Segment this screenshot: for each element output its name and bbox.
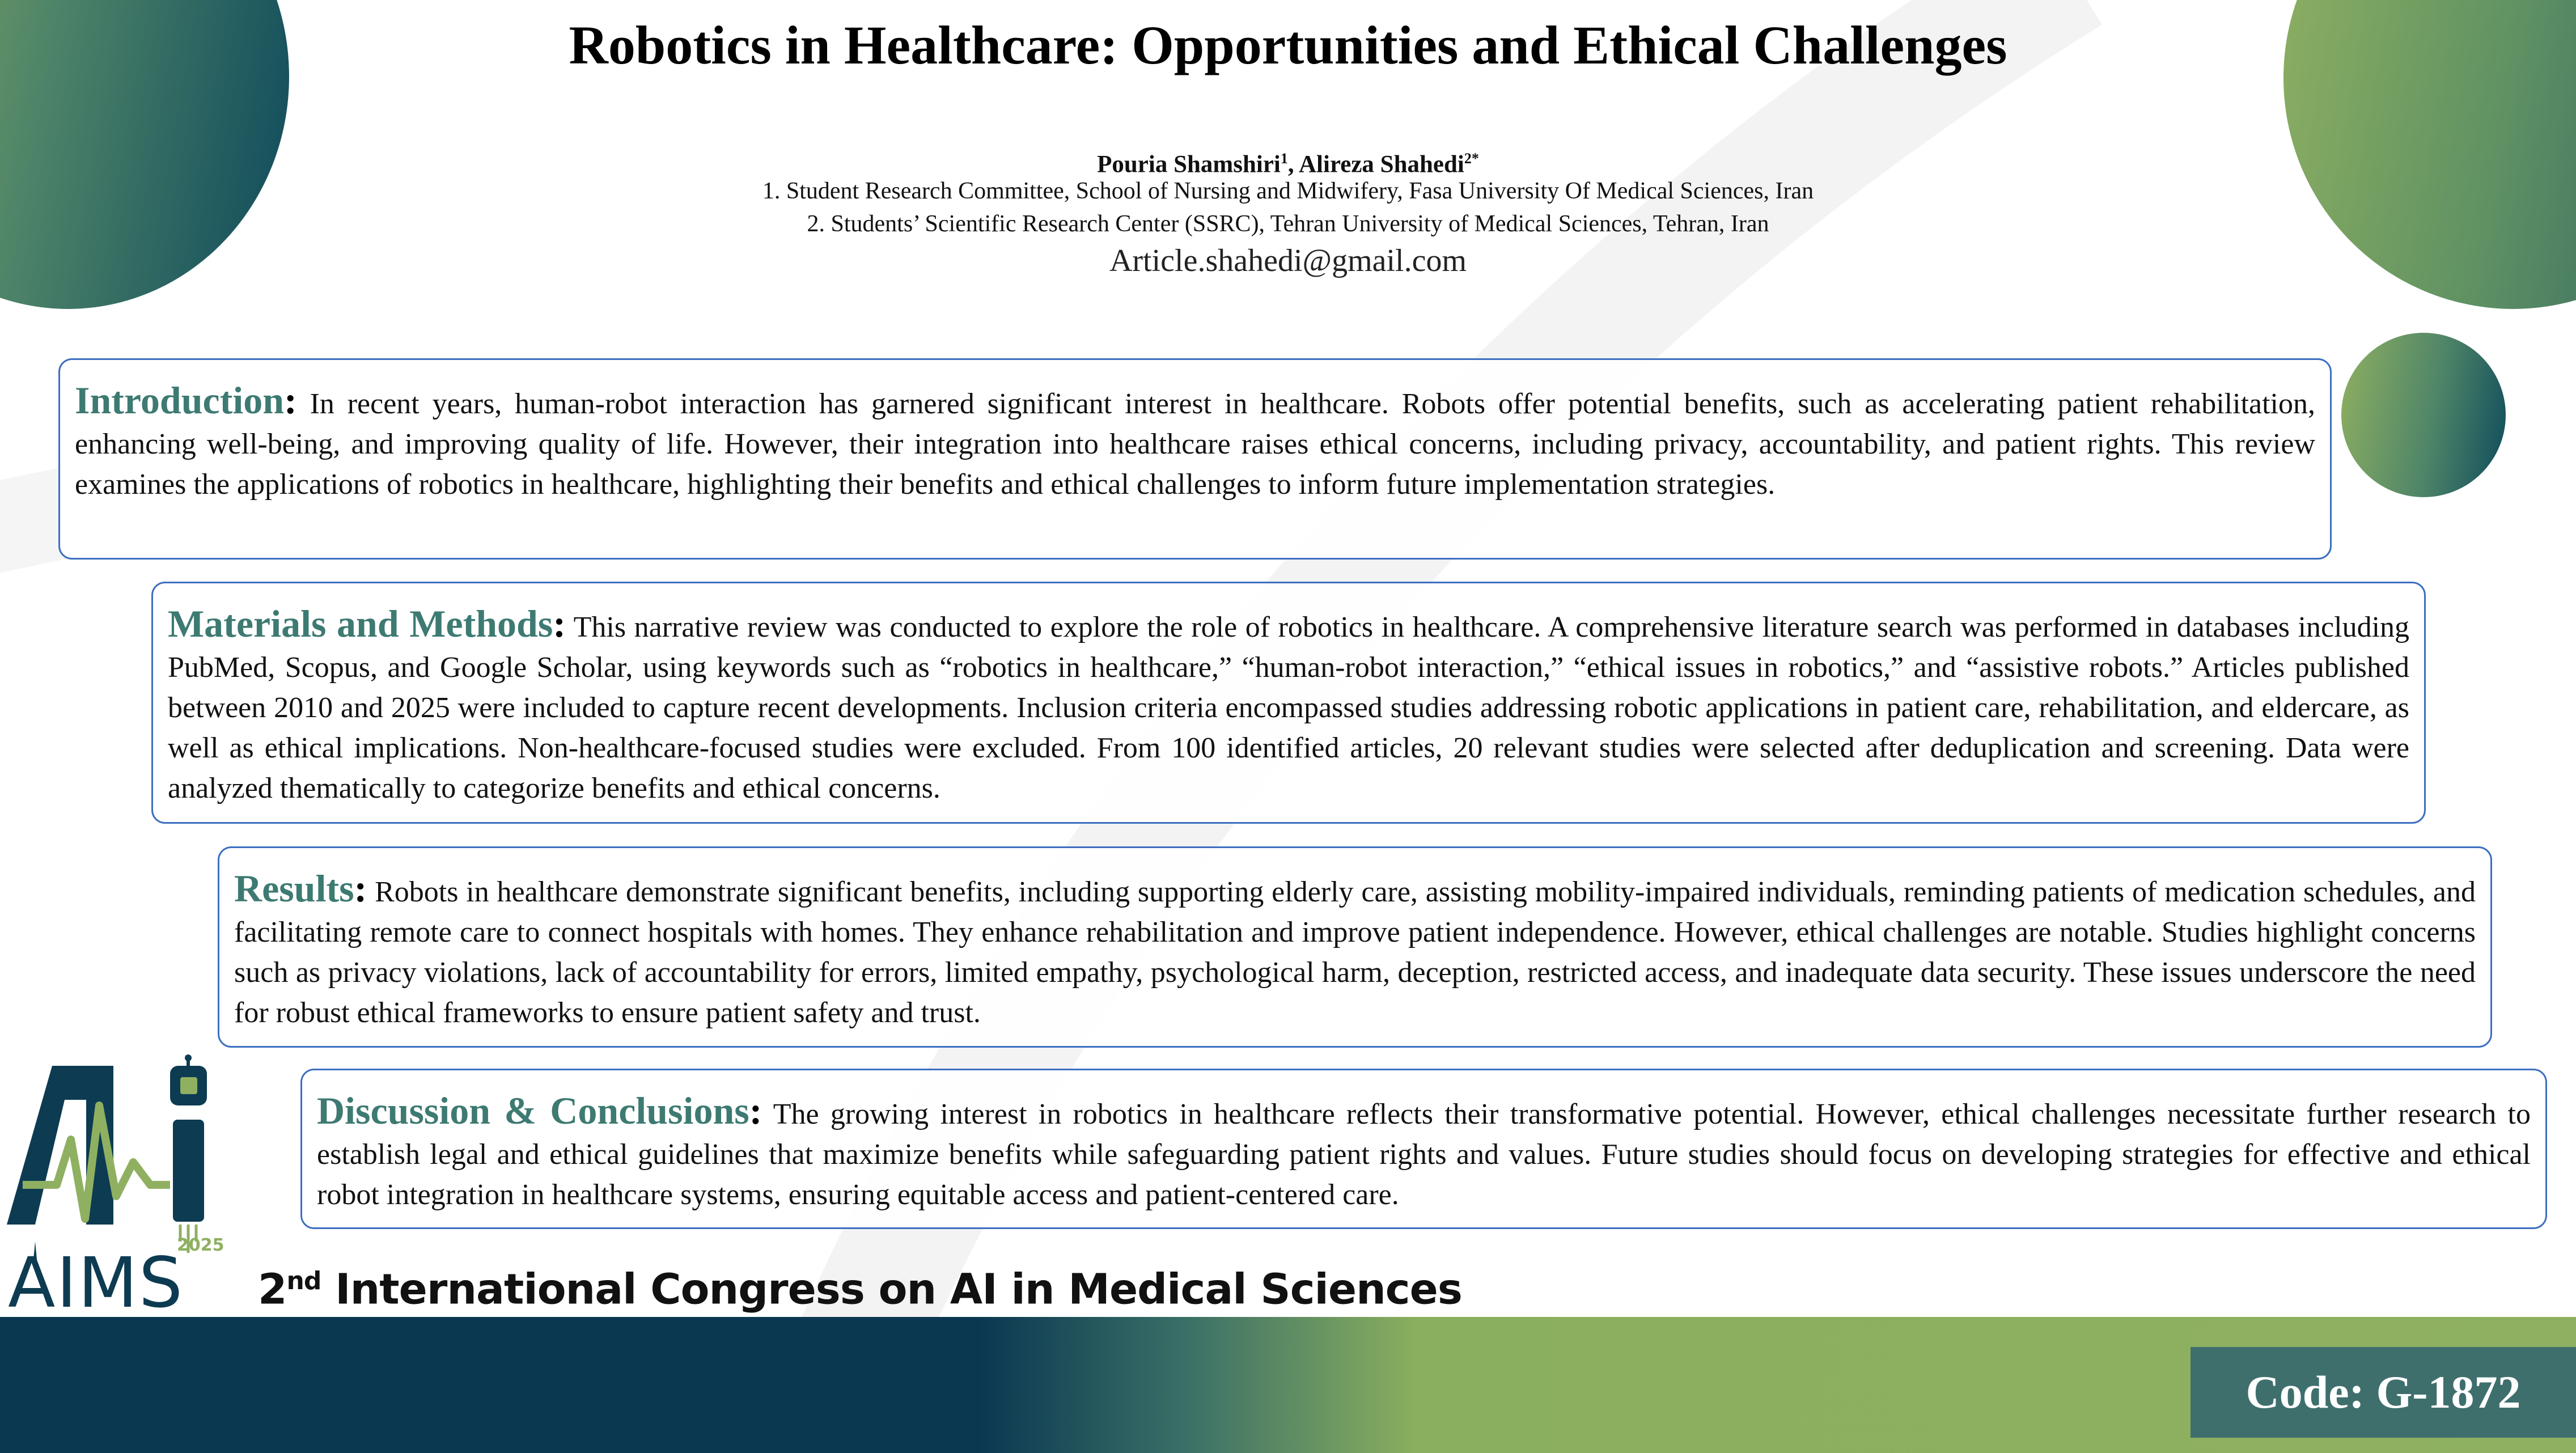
- author-1: Pouria Shamshiri: [1097, 151, 1281, 178]
- methods-section: [151, 582, 2426, 824]
- discussion-colon: :: [749, 1089, 762, 1132]
- congress-name: [258, 1253, 1462, 1318]
- affiliation-2: 2. Students’ Scientific Research Center (SSRC), Tehran University of Medical Sciences, Tehran, Iran: [807, 211, 1769, 237]
- discussion-section: [300, 1069, 2547, 1229]
- congress-title: International Congress on AI in Medical Sciences: [335, 1265, 1462, 1314]
- discussion-paragraph: [317, 1091, 2531, 1215]
- introduction-section: [58, 358, 2332, 560]
- results-text: Robots in healthcare demonstrate significant benefits, including supporting elderly care, assisting mobility-impaired individuals, reminding patients of medication schedules, and facilitating remote care to connect hospitals with homes. They enhance rehabilitation and improve patient independence. However, ethical challenges are notable. Studies highlight concerns such as privacy violations, lack of accountability for errors, limited empathy, psychological harm, deception, restricted access, and inadequate data security. These issues underscore the need for robust ethical frameworks to ensure patient safety and trust.: [234, 876, 2476, 1029]
- aims-logo: [0, 1054, 238, 1315]
- footer-band: [0, 1317, 2576, 1453]
- decorative-circle-small: [2341, 333, 2506, 497]
- results-paragraph: [234, 869, 2476, 1033]
- discussion-text: The growing interest in robotics in healthcare reflects their transformative potential. However, ethical challenges necessitate further research to establish legal and ethical guidelines that maximize benefits while safeguarding patient rights and values. Future studies should focus on developing strategies for effective and ethical robot integration in healthcare systems, ensuring equitable access and patient-centered care.: [317, 1098, 2531, 1211]
- congress-ordinal-suffix: nd: [286, 1266, 321, 1295]
- results-section: [218, 846, 2492, 1048]
- results-heading: Results: [234, 867, 354, 910]
- author-1-affiliation-mark: 1: [1280, 150, 1288, 167]
- author-2: Alireza Shahedi: [1299, 151, 1464, 178]
- poster-title: Robotics in Healthcare: Opportunities and Ethical Challenges: [569, 15, 2007, 75]
- poster-code: Code: G-1872: [2245, 1366, 2521, 1418]
- author-2-affiliation-mark: 2*: [1464, 150, 1479, 167]
- introduction-text: In recent years, human-robot interaction has garnered significant interest in healthcare. Robots offer potential benefits, such as accelerating patient rehabilitation, enhancing well-being, and improving quality of life. However, their integration into healthcare raises ethical concerns, including privacy, accountability, and patient rights. This review examines the applications of robotics in healthcare, highlighting their benefits and ethical challenges to inform future implementation strategies.: [75, 388, 2316, 501]
- contact-email: Article.shahedi@gmail.com: [1109, 243, 1467, 278]
- methods-heading: Materials and Methods: [168, 602, 553, 645]
- logo-year: 2025: [177, 1235, 224, 1255]
- introduction-colon: :: [284, 379, 297, 422]
- discussion-heading: Discussion & Conclusions: [317, 1089, 749, 1132]
- author-separator: ,: [1287, 151, 1299, 178]
- methods-paragraph: [168, 604, 2409, 808]
- methods-colon: :: [553, 602, 566, 645]
- methods-text: This narrative review was conducted to explore the role of robotics in healthcare. A comprehensive literature search was performed in databases including PubMed, Scopus, and Google Scholar, using keywords such as “robotics in healthcare,” “human-robot interaction,” “ethical issues in robotics,” and “assistive robots.” Articles published between 2010 and 2025 were included to capture recent developments. Inclusion criteria encompassed studies addressing robotic applications in patient care, rehabilitation, and eldercare, as well as ethical implications. Non-healthcare-focused studies were excluded. From 100 identified articles, 20 relevant studies were selected after deduplication and screening. Data were analyzed thematically to categorize benefits and ethical concerns.: [168, 611, 2410, 804]
- code-badge: [2191, 1347, 2576, 1438]
- congress-ordinal: 2: [258, 1265, 287, 1314]
- introduction-heading: Introduction: [75, 379, 285, 422]
- introduction-paragraph: [75, 380, 2315, 505]
- affiliation-1: 1. Student Research Committee, School of Nursing and Midwifery, Fasa University Of Medical Sciences, Iran: [762, 178, 1814, 204]
- results-colon: :: [354, 867, 367, 910]
- logo-wordmark: AIMS: [8, 1243, 184, 1315]
